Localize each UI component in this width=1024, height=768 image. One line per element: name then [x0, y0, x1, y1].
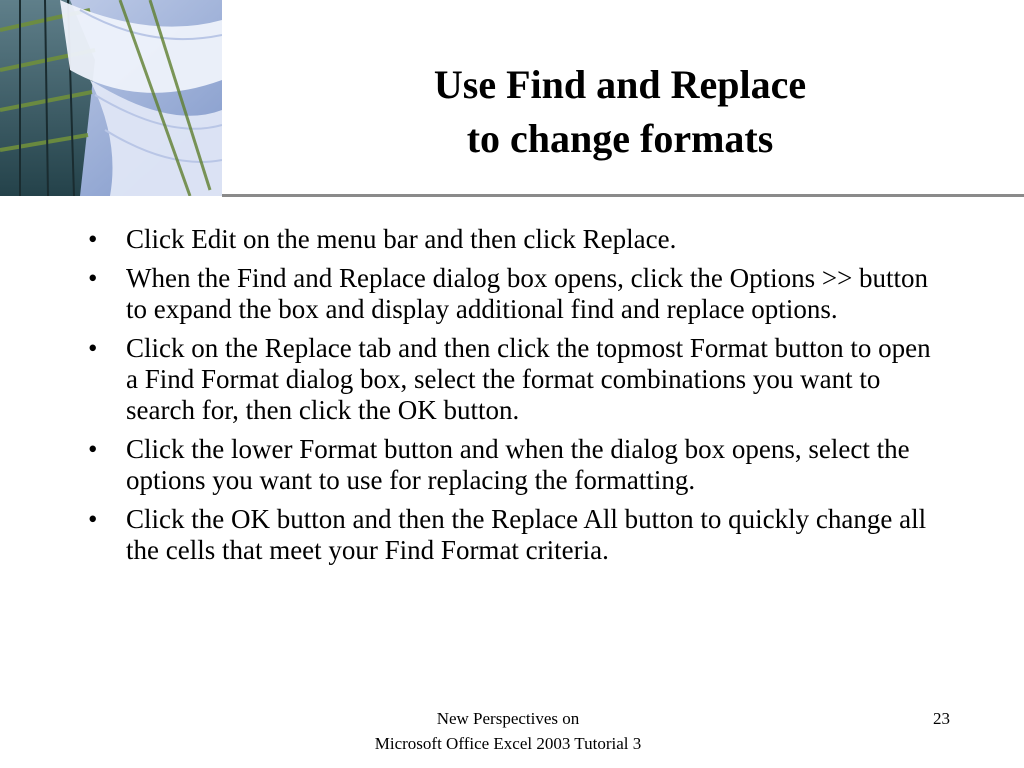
title-line-1: Use Find and Replace	[433, 62, 807, 107]
header-architecture-image	[0, 0, 222, 196]
bullet-item	[82, 434, 932, 496]
bullet-text: When the Find and Replace dialog box opens, click the Options >> button to expand the box and display additional find and replace options.	[126, 263, 929, 324]
bullet-item	[82, 504, 932, 566]
bullet-text: Click Edit on the menu bar and then click Replace.	[126, 224, 677, 254]
footer-line-1: New Perspectives on	[436, 709, 580, 728]
bullet-text: Click the lower Format button and when the dialog box opens, select the options you want to use for replacing the formatting.	[126, 434, 910, 495]
bullet-item	[82, 224, 932, 255]
page-number: 23	[933, 709, 950, 728]
header-divider	[222, 194, 1024, 197]
bullet-list	[82, 224, 932, 574]
bullet-icon: •	[88, 263, 98, 293]
title-line-2: to change formats	[466, 116, 774, 161]
bullet-text: Click the OK button and then the Replace All button to quickly change all the cells that meet your Find Format criteria.	[126, 504, 927, 565]
bullet-icon: •	[88, 333, 98, 363]
slide-title	[300, 58, 940, 166]
bullet-text: Click on the Replace tab and then click the topmost Format button to open a Find Format dialog box, select the format combinations you want to search for, then click the OK button.	[126, 333, 931, 425]
bullet-icon: •	[88, 434, 98, 464]
bullet-item	[82, 263, 932, 325]
footer-text	[330, 706, 686, 756]
bullet-icon: •	[88, 504, 98, 534]
bullet-icon: •	[88, 224, 98, 254]
footer-line-2: Microsoft Office Excel 2003 Tutorial 3	[374, 734, 642, 753]
bullet-item	[82, 333, 932, 426]
